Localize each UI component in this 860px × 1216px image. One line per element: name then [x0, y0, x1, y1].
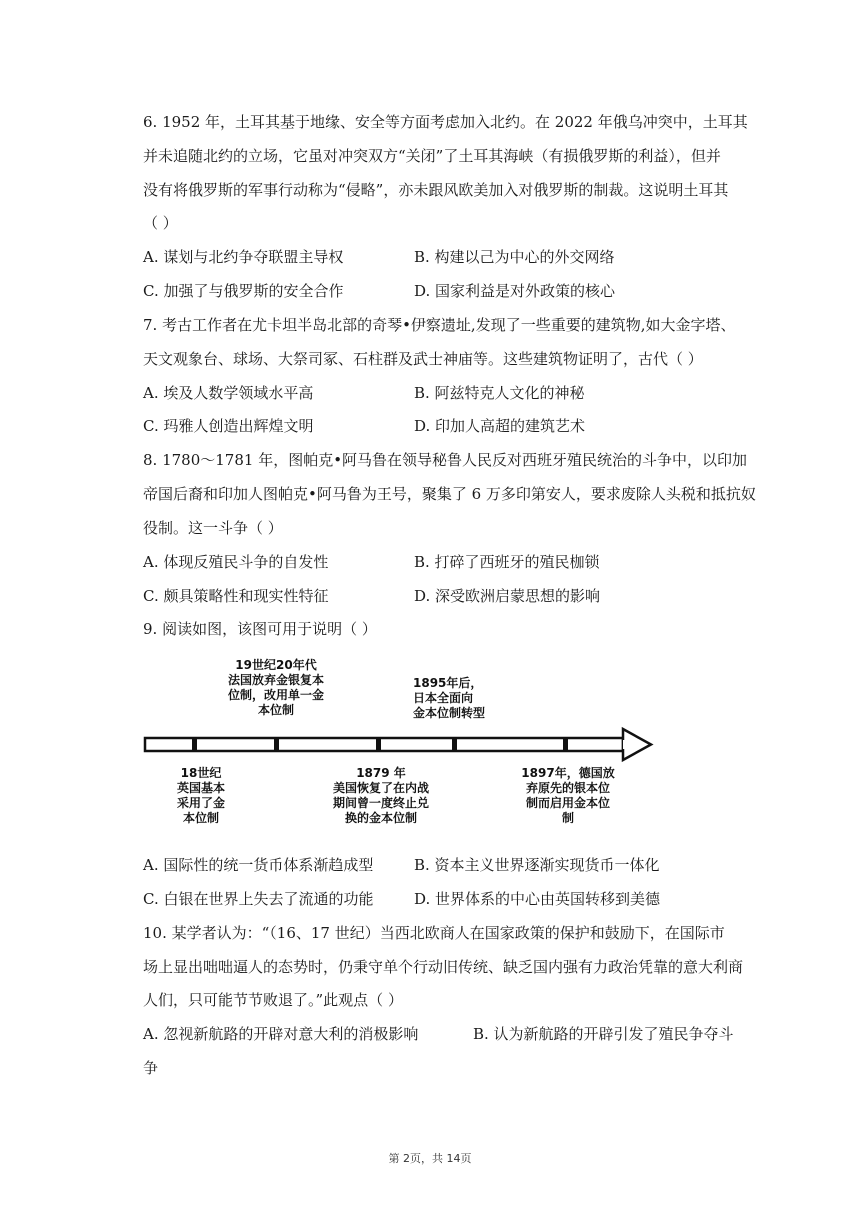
gold-standard-timeline-figure — [143, 656, 655, 838]
question-6-option-d[interactable]: D. 国家利益是对外政策的核心 — [414, 282, 616, 300]
question-6-option-c[interactable]: C. 加强了与俄罗斯的安全合作 — [143, 282, 344, 300]
timeline-usa-line-1: 1879 年 — [356, 766, 406, 780]
timeline-germany-line-1: 1897年，德国放 — [521, 766, 615, 780]
timeline-france-line-1: 19世纪20年代 — [235, 658, 317, 672]
question-9-option-d[interactable]: D. 世界体系的中心由英国转移到美德 — [414, 890, 661, 908]
question-6-text-line-2: 并未追随北约的立场，它虽对冲突双方“关闭”了土耳其海峡（有损俄罗斯的利益），但并 — [143, 147, 721, 165]
timeline-label-france — [211, 658, 341, 718]
question-7-option-d[interactable]: D. 印加人高超的建筑艺术 — [414, 417, 586, 435]
question-9-option-a[interactable]: A. 国际性的统一货币体系渐趋成型 — [143, 856, 374, 874]
question-6-option-b[interactable]: B. 构建以己为中心的外交网络 — [414, 248, 615, 266]
question-8-option-b[interactable]: B. 打碎了西班牙的殖民枷锁 — [414, 553, 600, 571]
timeline-label-japan — [413, 676, 523, 721]
question-9-option-c[interactable]: C. 白银在世界上失去了流通的功能 — [143, 890, 374, 908]
timeline-japan-line-2: 日本全面向 — [413, 691, 474, 705]
question-7-option-a[interactable]: A. 埃及人数学领域水平高 — [143, 384, 314, 402]
timeline-britain-line-1: 18世纪 — [180, 766, 222, 780]
question-10-option-b[interactable]: B. 认为新航路的开辟引发了殖民争夺斗 — [473, 1025, 734, 1043]
question-8-text-line-2: 帝国后裔和印加人图帕克•阿马鲁为王号，聚集了 6 万多印第安人，要求废除人头税和抵抗奴 — [143, 485, 756, 503]
question-9-text-line-1: 9. 阅读如图，该图可用于说明（ ） — [143, 620, 377, 638]
timeline-label-germany — [498, 766, 638, 826]
timeline-france-line-3: 位制，改用单一金 — [227, 688, 324, 702]
timeline-britain-line-2: 英国基本 — [176, 781, 225, 795]
timeline-label-usa — [306, 766, 456, 826]
question-8-text-line-3: 役制。这一斗争（ ） — [143, 519, 283, 537]
timeline-germany-line-4: 制 — [561, 811, 574, 825]
page-footer: 第 2页，共 14页 — [388, 1152, 472, 1165]
timeline-japan-line-1: 1895年后， — [413, 676, 483, 690]
question-7-text-line-2: 天文观象台、球场、大祭司冢、石柱群及武士神庙等。这些建筑物证明了，古代（ ） — [143, 350, 703, 368]
question-10-option-b-continued: 争 — [143, 1059, 159, 1077]
question-6-text-line-1: 6. 1952 年，土耳其基于地缘、安全等方面考虑加入北约。在 2022 年俄乌冲突中，土耳其 — [143, 113, 748, 131]
question-7-text-line-1: 7. 考古工作者在尤卡坦半岛北部的奇琴•伊察遗址,发现了一些重要的建筑物,如大金字塔、 — [143, 316, 736, 334]
timeline-germany-line-3: 制而启用金本位 — [525, 796, 610, 810]
question-10-option-a[interactable]: A. 忽视新航路的开辟对意大利的消极影响 — [143, 1025, 419, 1043]
question-10-text-line-1: 10. 某学者认为：“（16、17 世纪）当西北欧商人在国家政策的保护和鼓励下，在国际市 — [143, 924, 725, 942]
question-9-option-b[interactable]: B. 资本主义世界逐渐实现货币一体化 — [414, 856, 660, 874]
timeline-france-line-2: 法国放弃金银复本 — [227, 673, 324, 687]
timeline-britain-line-3: 采用了金 — [176, 796, 225, 810]
timeline-germany-line-2: 弃原先的银本位 — [525, 781, 610, 795]
question-8-option-d[interactable]: D. 深受欧洲启蒙思想的影响 — [414, 587, 601, 605]
timeline-usa-line-2: 美国恢复了在内战 — [332, 781, 429, 795]
timeline-usa-line-3: 期间曾一度终止兑 — [332, 796, 429, 810]
timeline-label-britain — [161, 766, 241, 826]
timeline-france-line-4: 本位制 — [257, 703, 294, 717]
question-6-answer-blank: （ ） — [143, 214, 178, 232]
question-10-text-line-3: 人们，只可能节节败退了。”此观点（ ） — [143, 991, 403, 1009]
question-8-option-c[interactable]: C. 颇具策略性和现实性特征 — [143, 587, 329, 605]
question-7-option-c[interactable]: C. 玛雅人创造出辉煌文明 — [143, 417, 314, 435]
timeline-usa-line-4: 换的金本位制 — [344, 811, 417, 825]
question-8-text-line-1: 8. 1780～1781 年，图帕克•阿马鲁在领导秘鲁人民反对西班牙殖民统治的斗争中，以印加 — [143, 451, 748, 469]
question-10-text-line-2: 场上显出咄咄逼人的态势时，仍秉守单个行动旧传统、缺乏国内强有力政治凭靠的意大利商 — [143, 958, 744, 976]
question-6-option-a[interactable]: A. 谋划与北约争夺联盟主导权 — [143, 248, 344, 266]
timeline-britain-line-4: 本位制 — [182, 811, 219, 825]
question-7-option-b[interactable]: B. 阿兹特克人文化的神秘 — [414, 384, 585, 402]
question-8-option-a[interactable]: A. 体现反殖民斗争的自发性 — [143, 553, 329, 571]
question-6-text-line-3: 没有将俄罗斯的军事行动称为“侵略”，亦未跟风欧美加入对俄罗斯的制裁。这说明土耳其 — [143, 181, 729, 199]
timeline-japan-line-3: 金本位制转型 — [413, 706, 486, 720]
